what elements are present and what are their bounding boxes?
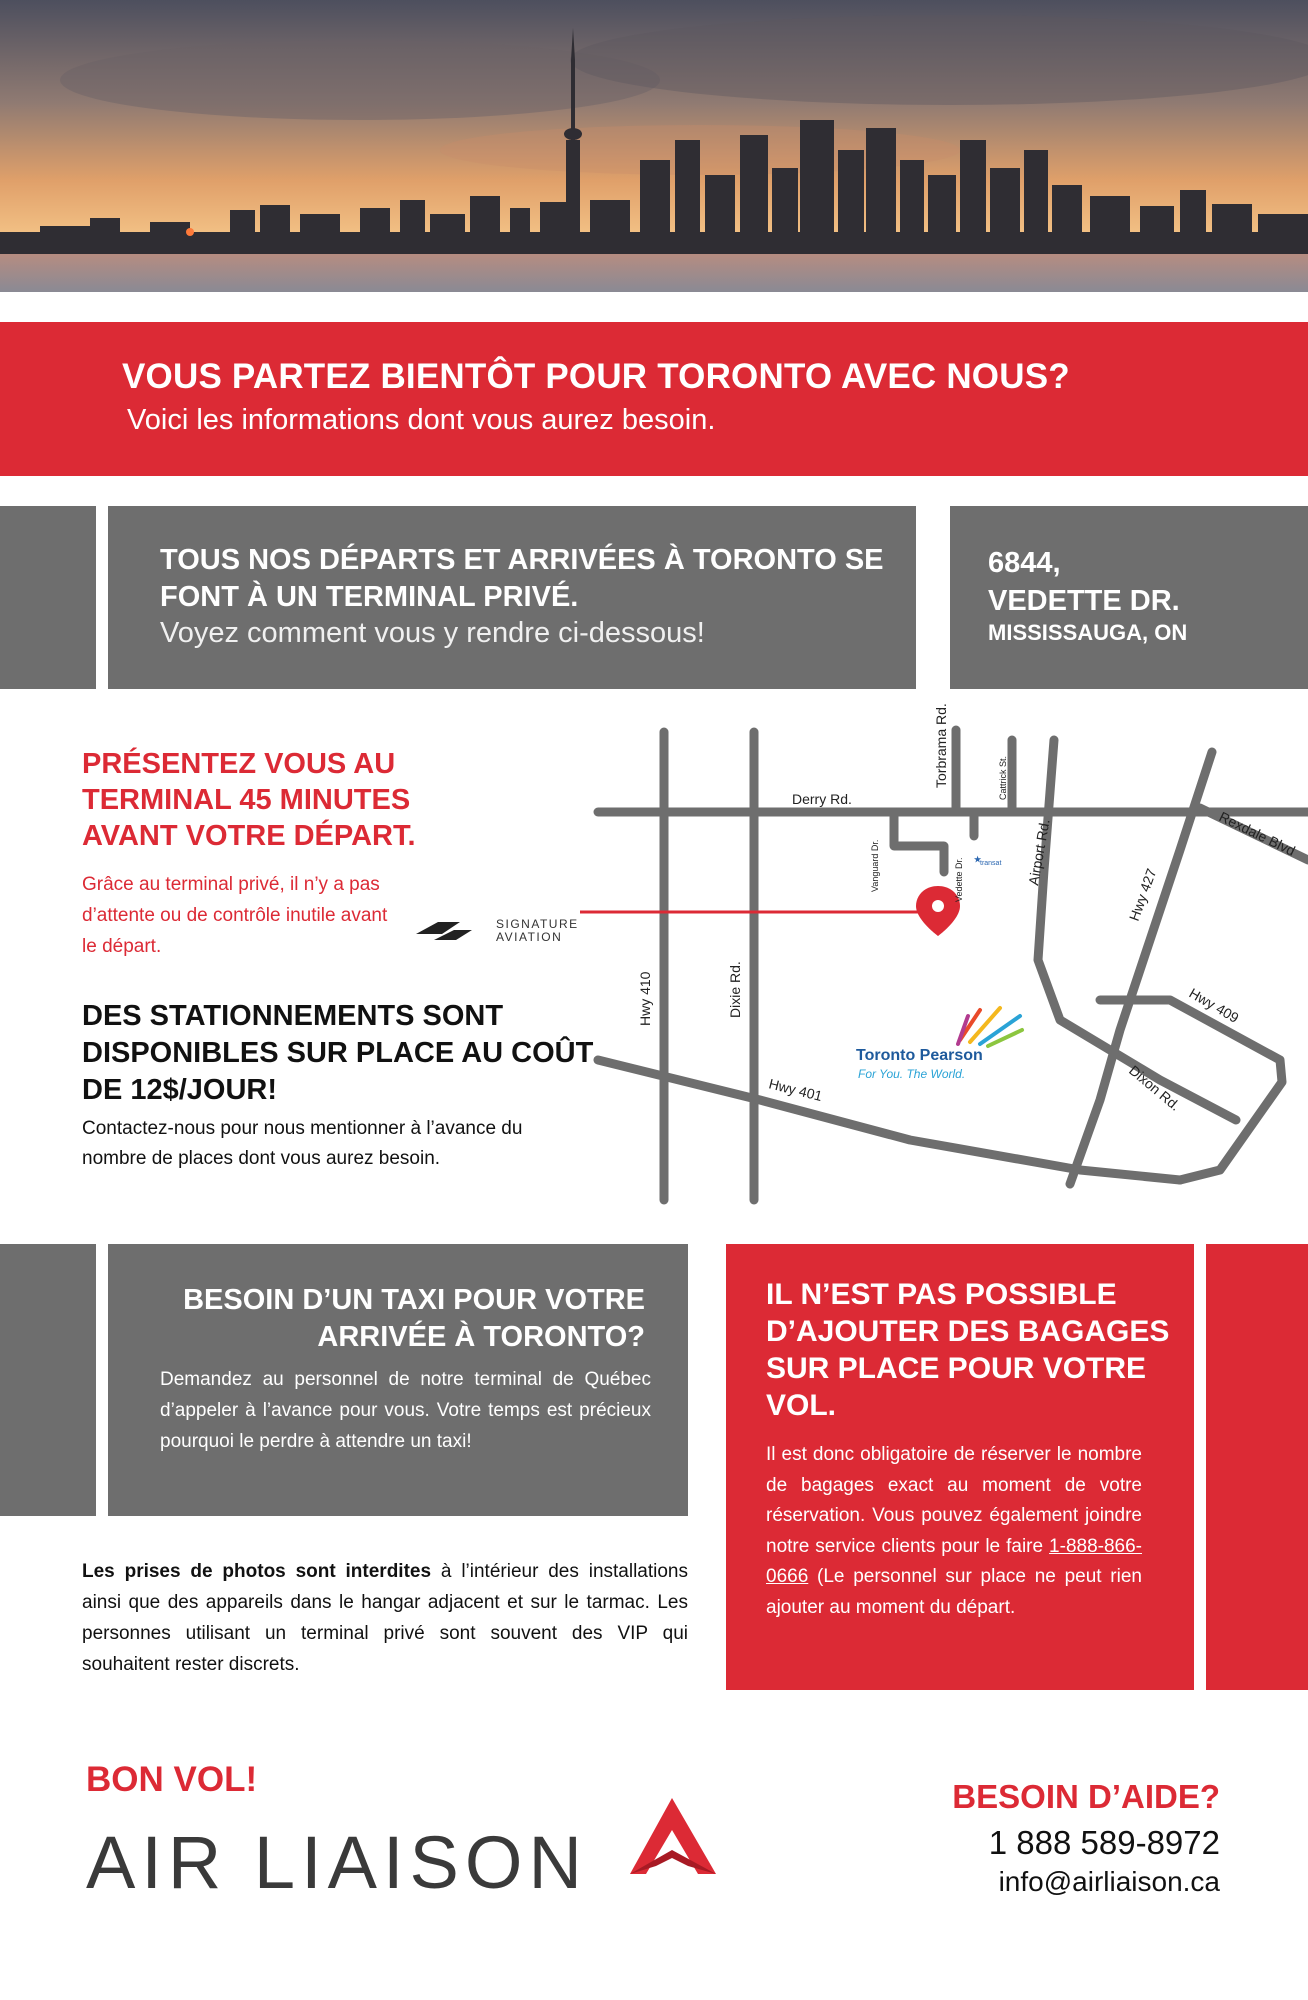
photo-policy-text: à l’intérieur des installations ainsi que des appareils dans le hangar adjacent et sur le tarmac. Les personnes utilisant un terminal privé sont souvent des VIP qui souhaitent rester discrets. [82, 1561, 688, 1675]
signature-logo-line2: AVIATION [496, 930, 563, 944]
help-email-link[interactable]: info@airliaison.ca [998, 1866, 1220, 1897]
hero-skyline-photo [0, 0, 1308, 292]
taxi-body: Demandez au personnel de notre terminal de Québec d’appeler à l’avance pour vous. Votre temps est précieux pourquoi le perdre à attendre un taxi! [160, 1369, 651, 1452]
label-airport: Airport Rd. [1025, 817, 1053, 887]
taxi-heading: BESOIN D’UN TAXI POUR VOTRE ARRIVÉE À TORONTO? [183, 1284, 645, 1353]
parking-heading: DES STATIONNEMENTS SONT DISPONIBLES SUR PLACE AU COÛT DE 12$/JOUR! [82, 1000, 594, 1106]
help-heading: BESOIN D’AIDE? [952, 1778, 1220, 1815]
air-liaison-logo-icon [628, 1796, 718, 1880]
gray-accent-block-2 [0, 1244, 96, 1516]
arrival-time-body: Grâce au terminal privé, il n’y a pas d’attente ou de contrôle inutile avant le départ. [82, 874, 388, 957]
label-torbrama: Torbrama Rd. [933, 703, 949, 788]
banner-title: VOUS PARTEZ BIENTÔT POUR TORONTO AVEC NOUS? [122, 357, 1070, 396]
luggage-body-text: Il est donc obligatoire de réserver le nombre de bagages exact au moment de votre réservation. Vous pouvez également joindre notre service clients pour le faire [766, 1444, 1142, 1557]
parking-body: Contactez-nous pour nous mentionner à l’avance du nombre de places dont vous aurez besoin. [82, 1118, 523, 1169]
road-vanguard [894, 812, 944, 872]
pearson-tagline: For You. The World. [858, 1067, 966, 1081]
label-vedette: Vedette Dr. [954, 857, 964, 902]
gray-accent-block [0, 506, 96, 689]
label-hwy409: Hwy 409 [1186, 984, 1242, 1026]
terminal-info-title: TOUS NOS DÉPARTS ET ARRIVÉES À TORONTO SE FONT À UN TERMINAL PRIVÉ. [160, 544, 884, 613]
signature-aviation-logo [414, 910, 584, 946]
signature-logo-line1: SIGNATURE [496, 917, 579, 931]
customer-service-phone-link[interactable]: 1-888-866-0666 [766, 1535, 1142, 1587]
label-cattrick: Cattrick St. [998, 755, 1008, 800]
photo-policy-bold: Les prises de photos sont interdites [82, 1561, 432, 1582]
photo-policy-paragraph [82, 1556, 688, 1680]
red-accent-block [1206, 1244, 1308, 1690]
address-line-2: VEDETTE DR. [988, 585, 1180, 617]
label-dixie: Dixie Rd. [727, 961, 743, 1018]
road-hwy427 [1070, 752, 1212, 1184]
svg-text:★: ★ [974, 855, 982, 864]
help-phone-link[interactable]: 1 888 589-8972 [988, 1824, 1220, 1861]
pearson-name: Toronto Pearson [856, 1047, 983, 1064]
road-hwy409 [1100, 1000, 1282, 1180]
toronto-pearson-logo [856, 1008, 1022, 1081]
banner-subtitle: Voici les informations dont vous aurez besoin. [127, 404, 716, 436]
bon-vol-text: BON VOL! [86, 1760, 258, 1799]
intro-banner [0, 322, 1308, 476]
address-line-3: MISSISSAUGA, ON [988, 620, 1188, 645]
terminal-info-subtitle: Voyez comment vous y rendre ci-dessous! [160, 617, 705, 649]
svg-text:transat: transat [980, 860, 1002, 867]
luggage-body [766, 1440, 1142, 1623]
label-vanguard: Vanguard Dr. [870, 839, 880, 892]
label-hwy401: Hwy 401 [767, 1075, 824, 1105]
address-line-1: 6844, [988, 547, 1061, 579]
air-liaison-wordmark: AIR LIAISON [86, 1821, 588, 1904]
label-rexdale: Rexdale Blvd [1216, 808, 1298, 859]
label-hwy410: Hwy 410 [637, 971, 653, 1026]
label-dixon: Dixon Rd. [1126, 1062, 1184, 1114]
luggage-heading: IL N’EST PAS POSSIBLE D’AJOUTER DES BAGAGES SUR PLACE POUR VOTRE VOL. [766, 1278, 1170, 1422]
label-hwy427: Hwy 427 [1125, 866, 1160, 924]
terminal-location-map [560, 700, 1308, 1220]
luggage-body-text-2: (Le personnel sur place ne peut rien ajouter au moment du départ. [766, 1566, 1142, 1618]
label-derry: Derry Rd. [792, 791, 852, 807]
arrival-time-heading: PRÉSENTEZ VOUS AU TERMINAL 45 MINUTES AVANT VOTRE DÉPART. [82, 748, 416, 852]
transat-logo [974, 855, 1001, 867]
